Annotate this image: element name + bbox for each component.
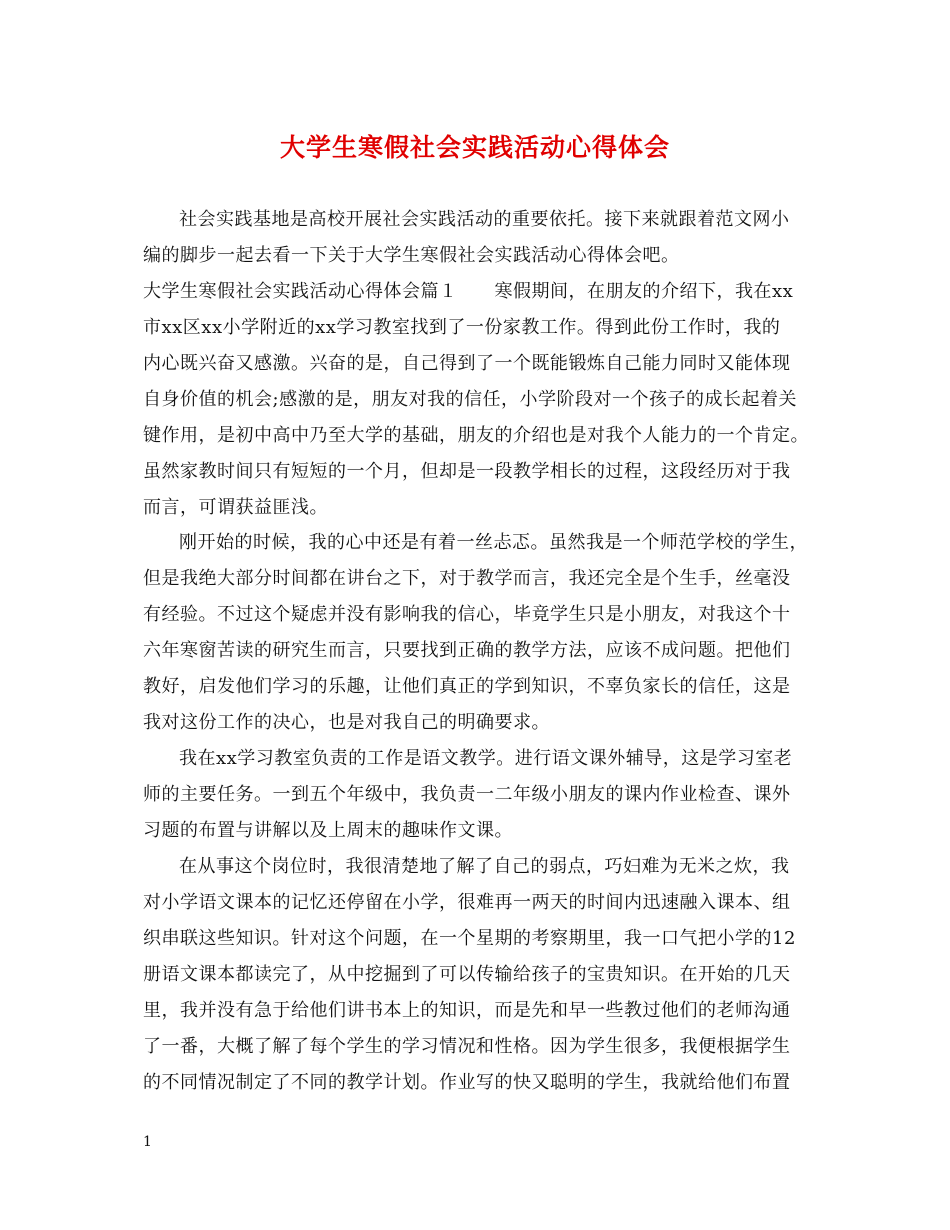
text-line: 在从事这个岗位时，我很清楚地了解了自己的弱点，巧妇难为无米之炊，我 (179, 856, 790, 877)
text-line: 有经验。不过这个疑虑并没有影响我的信心，毕竟学生只是小朋友，对我这个十 (143, 604, 791, 625)
text-line: 对小学语文课本的记忆还停留在小学，很难再一两天的时间内迅速融入课本、组 (143, 892, 791, 913)
text-line: 编的脚步一起去看一下关于大学生寒假社会实践活动心得体会吧。 (143, 245, 680, 266)
text-line: 虽然家教时间只有短短的一个月，但却是一段教学相长的过程，这段经历对于我 (143, 461, 791, 482)
text-line: 内心既兴奋又感激。兴奋的是，自己得到了一个既能锻炼自己能力同时又能体现 (143, 353, 791, 374)
text-line: 社会实践基地是高校开展社会实践活动的重要依托。接下来就跟着范文网小 (179, 209, 790, 230)
text-line: 大学生寒假社会实践活动心得体会篇１ 寒假期间，在朋友的介绍下，我在xx (143, 281, 794, 302)
text-line: 但是我绝大部分时间都在讲台之下，对于教学而言，我还完全是个生手，丝毫没 (143, 568, 791, 589)
text-line: 而言，可谓获益匪浅。 (143, 497, 328, 518)
text-line: 的不同情况制定了不同的教学计划。作业写的快又聪明的学生，我就给他们布置 (143, 1072, 791, 1093)
text-line: 我在xx学习教室负责的工作是语文教学。进行语文课外辅导，这是学习室老 (179, 748, 793, 769)
text-line: 键作用，是初中高中乃至大学的基础，朋友的介绍也是对我个人能力的一个肯定。 (143, 425, 809, 446)
text-line: 六年寒窗苦读的研究生而言，只要找到正确的教学方法，应该不成问题。把他们 (143, 640, 791, 661)
text-line: 习题的布置与讲解以及上周末的趣味作文课。 (143, 820, 513, 841)
text-line: 教好，启发他们学习的乐趣，让他们真正的学到知识，不辜负家长的信任，这是 (143, 676, 791, 697)
text-line: 我对这份工作的决心，也是对我自己的明确要求。 (143, 712, 550, 733)
text-line: 册语文课本都读完了，从中挖掘到了可以传输给孩子的宝贵知识。在开始的几天 (143, 964, 791, 985)
text-line: 师的主要任务。一到五个年级中，我负责一二年级小朋友的课内作业检查、课外 (143, 784, 791, 805)
page-number: 1 (143, 1134, 152, 1150)
text-line: 刚开始的时候，我的心中还是有着一丝忐忑。虽然我是一个师范学校的学生， (179, 532, 808, 553)
text-line: 里，我并没有急于给他们讲书本上的知识，而是先和早一些教过他们的老师沟通 (143, 1000, 791, 1021)
text-line: 织串联这些知识。针对这个问题，在一个星期的考察期里，我一口气把小学的12 (143, 928, 796, 949)
text-line: 自身价值的机会;感激的是，朋友对我的信任，小学阶段对一个孩子的成长起着关 (143, 389, 798, 410)
document-title: 大学生寒假社会实践活动心得体会 (279, 133, 670, 162)
text-line: 了一番，大概了解了每个学生的学习情况和性格。因为学生很多，我便根据学生 (143, 1036, 791, 1057)
text-line: 市xx区xx小学附近的xx学习教室找到了一份家教工作。得到此份工作时，我的 (143, 317, 781, 338)
